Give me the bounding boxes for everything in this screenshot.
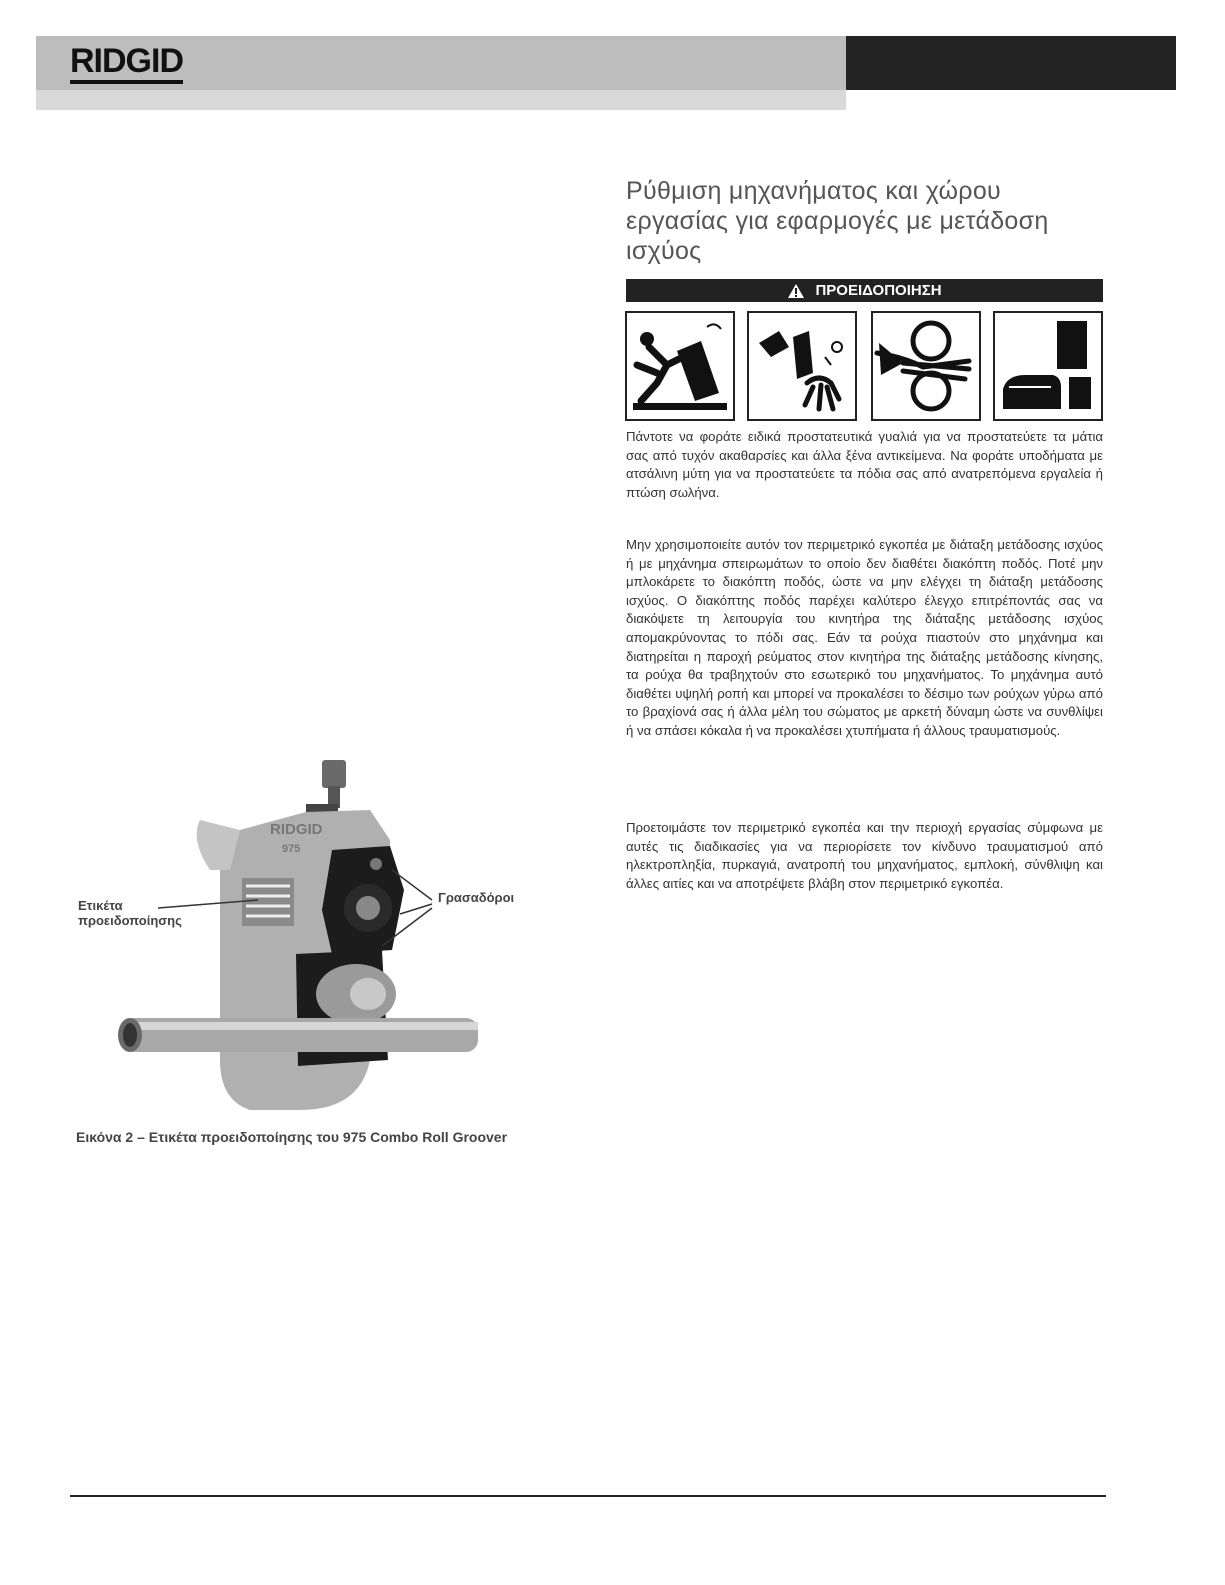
warning-label: ΠΡΟΕΙΔΟΠΟΙΗΣΗ: [815, 282, 942, 299]
eye-protection-icon: [747, 311, 857, 421]
figure-caption: Εικόνα 2 – Ετικέτα προειδοποίησης του 975 Combo Roll Groover: [76, 1129, 508, 1145]
foot-protection-icon: [993, 311, 1103, 421]
warning-bar: [626, 279, 1103, 302]
label-grease-fittings: Γρασαδόροι: [438, 890, 515, 905]
roll-groover-illustration: [70, 760, 540, 1120]
paragraph-prepare-area: Προετοιμάστε τον περιμετρικό εγκοπέα και την περιοχή εργασίας σύμφωνα με αυτές τις διαδικασίες για να περιορίσετε τον κίνδυνο τραυματισμού από ηλεκτροπληξία, πυρκαγιά, ανατροπή του μηχανήματος, εμπλοκή, σύνθλιψη και άλλες αιτίες και να αποτρέψετε βλάβη στον περιμετρικό εγκοπέα.: [626, 820, 1103, 891]
brand-logo: RIDGID: [70, 44, 183, 84]
paragraph-foot-switch: Μην χρησιμοποιείτε αυτόν τον περιμετρικό εγκοπέα με διάταξη μετάδοσης ισχύος ή με μηχάνημα σπειρωμάτων το οποίο δεν διαθέτει διακόπτη ποδός. Ποτέ μην μπλοκάρετε το διακόπτη ποδός, ώστε να μην ελέγχει τη διάταξη μετάδοσης ισχύος. Ο διακόπτης ποδός παρέχει καλύτερο έλεγχο επιτρέποντάς σας να διακόψετε τη λειτουργία του κινητήρα της διάταξης μετάδοσης ισχύος απομακρύνοντας το πόδι σας. Εάν τα ρούχα πιαστούν στο μηχάνημα και διατηρείται η παροχή ρεύματος στον κινητήρα της διάταξης μετάδοσης κίνησης, τα ρούχα θα τραβηχτούν στο εσωτερικό του μηχανήματος. Το μηχάνημα αυτό διαθέτει υψηλή ροπή και μπορεί να προκαλέσει το δέσιμο των ρούχων γύρω από το βραχίονά σας ή άλλα μέλη του σώματος με αρκετή δύναμη ώστε να συνθλίψει ή να σπάσει κόκαλα ή να προκαλέσει χτυπήματα ή άλλους τραυματισμούς.: [626, 537, 1103, 738]
machine-brand-mark: RIDGID: [270, 821, 323, 838]
machine-model-mark: 975: [282, 843, 301, 855]
label-warning-tag: Ετικέτα προειδοποίησης: [78, 898, 182, 928]
header-background: [36, 36, 1176, 110]
warning-triangle-icon: [787, 283, 805, 299]
section-title: Ρύθμιση μηχανήματος και χώρου εργασίας για εφαρμογές με μετάδοση ισχύος: [626, 177, 1049, 265]
entanglement-hazard-icon: [871, 311, 981, 421]
safety-icons-row: [625, 311, 1104, 421]
header-band: [36, 36, 1176, 110]
footer-rule: [70, 1495, 1106, 1497]
figure-roll-groover: [70, 760, 540, 1120]
paragraph-eye-foot-protection: Πάντοτε να φοράτε ειδικά προστατευτικά γυαλιά για να προστατεύετε τα μάτια σας από τυχόν ακαθαρσίες και άλλα ξένα αντικείμενα. Να φοράτε υποδήματα με ατσάλινη μύτη για να προστατεύετε τα πόδια σας από ανατρεπόμενα εργαλεία ή πτώση σωλήνα.: [626, 429, 1103, 500]
fall-hazard-icon: [625, 311, 735, 421]
